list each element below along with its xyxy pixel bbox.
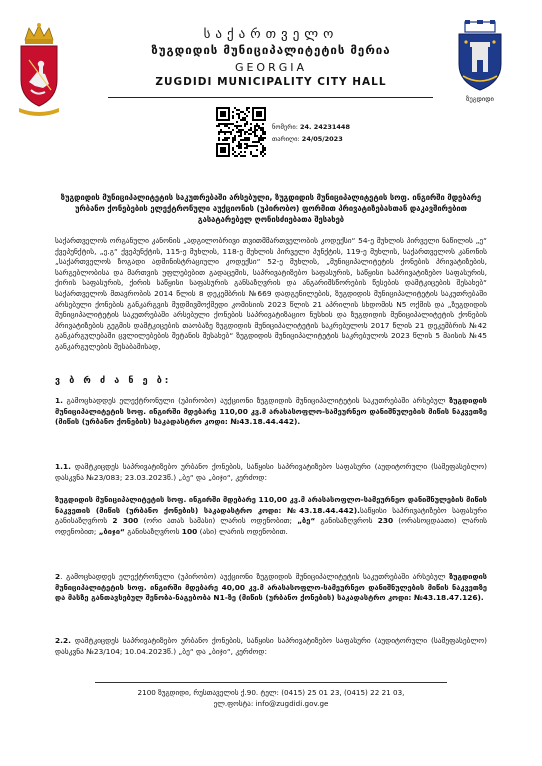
decision-heading: ვ ბ რ ძ ა ნ ე ბ: [55, 376, 172, 386]
preamble-paragraph: საქართველოს ორგანული კანონის „ადგილობრივი თვითმმართველობის კოდექსი“ 54-ე მუხლის პირველი ნაწილის „ე“ ქვეპუნქტის, „ე.გ“ ქვეპუნქტის, 115-ე მუხლის, 118-ე მუხლის პირველი პუნქტის, 119-ე მუხლის, საქართველოს კანონის „საქართველოს ზოგადი ადმინისტრაციული კოდექსი“ 52-ე მუხლის, „მუნიციპალიტეტის ქონების პრივატიზების, სარგებლობისა და მართვის უფლებებით გადაცემის, საპრივატიზებო საფასურის, საწყისი საპრივატიზებო საფასურის, ქირის საფასურის, ქირის საწყისი საფასურის განსაზღვრის და ანგარიშსწორების წესების დამტკიცების შესახებ“ საქართველოს მთავრობის 2014 წლის 8 დეკემბრის №669 დადგენილების, ზუგდიდის მუნიციპალიტეტის საკუთრებაში არსებული ქონების განკარგვის მუდმივმოქმედი კომისიის 2023 წლის 21 აპრილის სხდომის N5 ოქმის და „ზუგდიდის მუნიციპალიტეტის საკუთრებაში არსებული ქონების საპრივატიზაციო ნუსხის და ზუგდიდის მუნიციპალიტეტის ქონების პრივატიზების გეგმის დამტკიცების თაობაზე ზუგდიდის მუნიციპალიტეტის საკრებულოს 2017 წლის 21 დეკემბრის №42 განკარგულებაში ცვლილებების შეტანის შესახებ“ ზუგდიდის მუნიციპალიტეტის საკრებულოს 2023 წლის 5 მაისის №45 განკარგულების შესაბამისად, [55, 236, 487, 351]
item-1-number: 1. [55, 396, 63, 405]
document-date-label: თარიღი: [272, 135, 300, 143]
organization-name-english: ZUGDIDI MUNICIPALITY CITY HALL [155, 76, 387, 88]
deposit-label: „ბე“ [297, 516, 316, 526]
item-1-1-details [55, 495, 487, 537]
qr-code [216, 107, 266, 157]
item-1-1-number: 1.1. [55, 462, 71, 471]
deposit-words: (ორასოცდაათი) ლარის ოდენობით; [55, 516, 488, 536]
price-value: 2 300 [112, 516, 139, 526]
zugdidi-coat-of-arms [453, 20, 507, 94]
document-number-label: ნომერი: [272, 123, 298, 131]
document-date [272, 133, 350, 145]
document-title: ზუგდიდის მუნიციპალიტეტის საკუთრებაში არსებული, ზუგდიდის მუნიციპალიტეტის სოფ. ინგირში მდებარე ურბანო ქონებების ელექტრონული აუქციონის (უპირობო) ფორმით პრივატიზებასთან დაკავშირებით გასატარებელ ღონისძიებათა შესახებ [60, 193, 482, 224]
document-number-value: 24. 24231448 [300, 123, 350, 131]
bid-step-text: განისაზღვროს [124, 526, 182, 536]
item-1-bold-text: ზუგდიდის მუნიციპალიტეტის სოფ. ინგირში მდებარე 110,00 კვ.მ არასასოფლო-სამეურნეო დანიშნულების მიწის ნაკვეთზე (მიწის (ურბანო ქონების) საკადასტრო კოდი: №43.18.44.442). [55, 396, 487, 427]
bid-step-words: (ასი) ლარის ოდენობით. [197, 526, 288, 536]
footer-address: 2100 ზუგდიდი, რუსთაველის ქ.90. ტელ: (0415) 25 01 23, (0415) 22 21 03, [137, 688, 405, 697]
document-number [272, 121, 350, 133]
price-text: საწყისი საპრივატიზებო საფასური განისაზღვროს [55, 505, 487, 526]
deposit-text: განისაზღვროს [315, 516, 378, 526]
item-2-2 [55, 636, 487, 657]
item-1-text: გამოცხადდეს ელექტრონული (უპირობო) აუქციონი ზუგდიდის მუნიციპალიტეტის საკუთრებაში არსებულ [62, 396, 450, 405]
price-words: (ორი ათას სამასი) ლარის ოდენობით; [138, 516, 298, 526]
document-meta [272, 121, 350, 145]
deposit-value: 230 [377, 516, 394, 526]
country-name-english: GEORGIA [234, 61, 308, 74]
item-1-1 [55, 462, 487, 483]
item-2-number: 2 [55, 572, 61, 581]
header-divider [108, 97, 433, 98]
bid-step-label: „ბიჯი“ [98, 526, 125, 536]
country-name-georgian: საქართველო [203, 27, 339, 42]
item-2-bold-text: ზუგდიდის მუნიციპალიტეტის სოფ. ინგირში მდებარე 40,00 კვ.მ არასასოფლო-სამეურნეო დანიშნულების მიწის ნაკვეთზე და მასზე განთავსებულ შენობა-ნაგებობა N1-ზე (მიწის (ურბანო ქონების) საკადასტრო კოდი: №43.18.47.126). [55, 572, 487, 603]
item-1 [55, 396, 487, 428]
item-1-1-property: ზუგდიდის მუნიციპალიტეტის სოფ. ინგირში მდებარე 110,00 კვ.მ არასასოფლო-სამეურნეო დანიშნულების მიწის ნაკვეთის (მიწის (ურბანო ქონების) საკადასტრო კოდი: №43.18.44.442). [55, 495, 487, 515]
zugdidi-coat-caption: ზუგდიდი [466, 95, 494, 103]
footer-divider [95, 682, 447, 683]
item-1-1-text: დამტკიცდეს საპრივატიზებო ურბანო ქონების, საწყისი საპრივატიზებო საფასური (აუდიტორული (სამეფასებლო) დასკვნა №23/083; 23.03.2023წ.) „ბე“ და „ბიჯი“, კერძოდ: [55, 462, 487, 482]
item-2-2-text: დამტკიცდეს საპრივატიზებო ურბანო ქონების, საწყისი საპრივატიზებო საფასური (აუდიტორული (სამეფასებლო) დასკვნა №23/104; 10.04.2023წ.) „ბე“ და „ბიჯი“, კერძოდ: [55, 636, 487, 656]
footer-email: ელ.ფოსტა: info@zugdidi.gov.ge [213, 698, 329, 708]
bid-step-value: 100 [181, 526, 198, 536]
item-2-2-number: 2.2. [55, 636, 71, 645]
item-2-text: . გამოცხადდეს ელექტრონული (უპირობო) აუქციონი ზუგდიდის მუნიციპალიტეტის საკუთრებაში არსებულ [60, 572, 450, 581]
organization-name-georgian: ზუგდიდის მუნიციპალიტეტის მერია [151, 43, 391, 57]
document-date-value: 24/05/2023 [301, 135, 343, 143]
footer [0, 688, 542, 709]
item-2 [55, 572, 487, 604]
